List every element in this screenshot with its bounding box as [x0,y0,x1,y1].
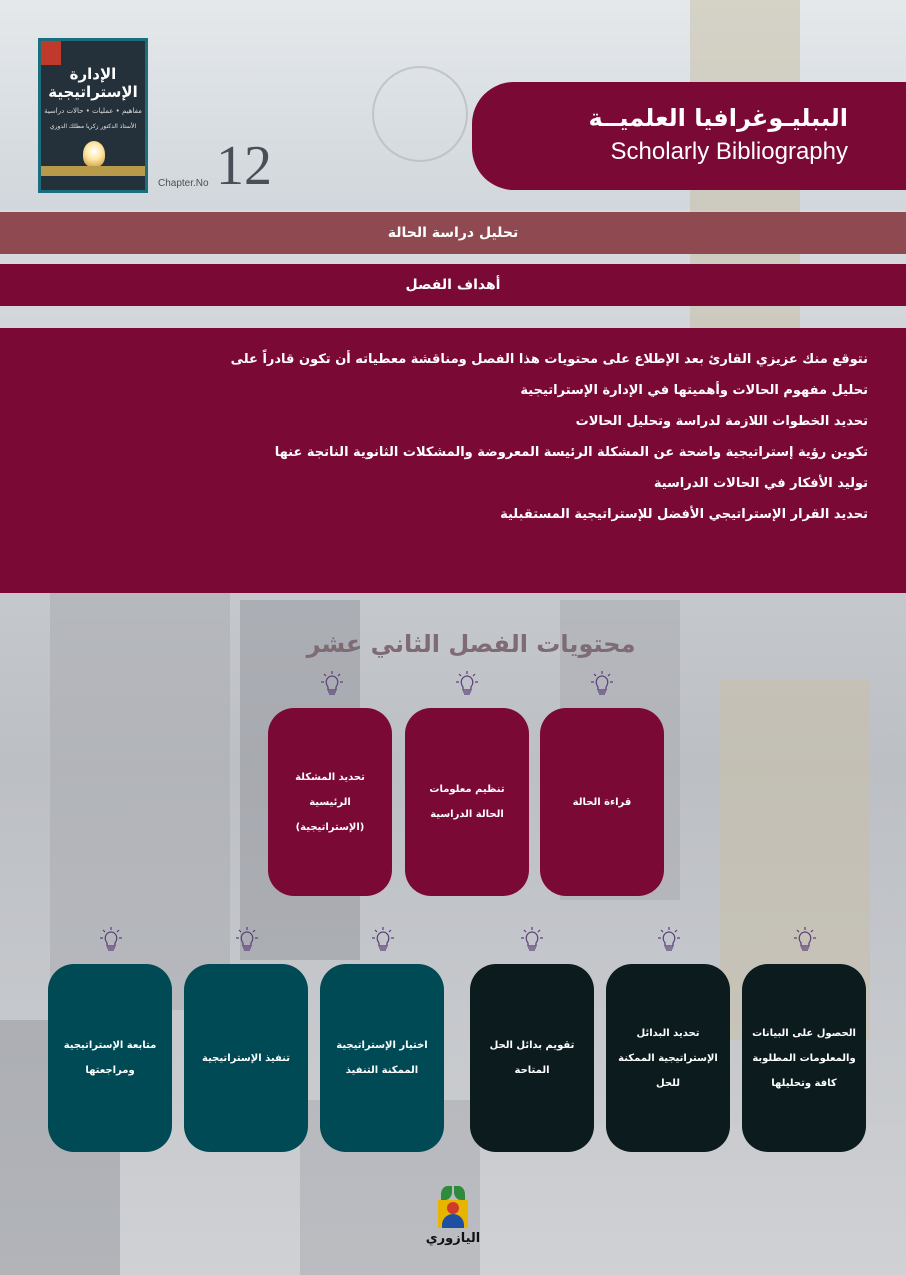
step-card-label: تحديد البدائل الإستراتيجية الممكنة للحل [618,1027,718,1089]
chapter-number: 12 [216,135,272,197]
step-card [742,964,866,1152]
step-card-label: الحصول على البيانات والمعلومات المطلوبة كافة وتحليلها [752,1027,856,1089]
cover-author: الأستاذ الدكتور زكريا مطلك الدوري [49,123,137,130]
cover-ribbon [39,39,61,65]
header-title-en: Scholarly Bibliography [610,138,848,165]
objectives-intro: نتوقع منك عزيزي القارئ بعد الإطلاع على محتويات هذا الفصل ومناقشة معطياته أن تكون قادراً على [230,352,868,367]
cover-title: الإدارة الإستراتيجية [48,65,138,101]
step-card [470,964,594,1152]
publisher-logo-mark [438,1186,468,1228]
lightbulb-icon [368,926,398,956]
publisher-name: اليازوري [425,1231,481,1246]
step-card-label: تقويم بدائل الحل المتاحة [489,1040,575,1076]
step-card [606,964,730,1152]
background-ferris-wheel [372,66,468,162]
step-card-label: تنظيم معلومات الحالة الدراسية [429,784,505,820]
chapter-label: Chapter.No [158,178,209,189]
objective-item: توليد الأفكار في الحالات الدراسية [653,476,868,491]
objectives-panel [0,328,906,593]
step-card [405,708,529,896]
cover-bulb-icon [83,141,105,167]
objective-item: تحليل مفهوم الحالات وأهميتها في الإدارة الإستراتيجية [520,383,868,398]
lightbulb-icon [654,926,684,956]
step-card [268,708,392,896]
cover-subtitle: مفاهيم • عمليات • حالات دراسية [44,107,142,115]
lightbulb-icon [452,670,482,700]
step-card-label: تحديد المشكلة الرئيسية (الإستراتيجية) [295,771,365,833]
objective-item: تحديد القرار الإستراتيجي الأفضل للإستراتيجية المستقبلية [500,507,868,522]
header-title-ar: الببليـوغرافيا العلميــة [588,104,848,132]
step-card [184,964,308,1152]
step-card-label: اختيار الإستراتيجية الممكنة التنفيذ [336,1040,428,1076]
case-study-title-bar: تحليل دراسة الحالة [0,212,906,254]
contents-title: محتويات الفصل الثاني عشر [306,630,636,658]
header-title-box [472,82,906,190]
lightbulb-icon [517,926,547,956]
lightbulb-icon [790,926,820,956]
step-card-label: تنفيذ الإستراتيجية [202,1052,291,1064]
publisher-logo [424,1186,482,1266]
objectives-title-bar: أهداف الفصل [0,264,906,306]
cover-strip [41,166,145,176]
step-card [320,964,444,1152]
objective-item: تكوين رؤية إستراتيجية واضحة عن المشكلة الرئيسة المعروضة والمشكلات الثانوية الناتجة عنها [274,445,868,460]
objective-item: تحديد الخطوات اللازمة لدراسة وتحليل الحالات [575,414,868,429]
lightbulb-icon [232,926,262,956]
step-card-label: قراءة الحالة [572,796,632,808]
lightbulb-icon [317,670,347,700]
step-card-label: متابعة الإستراتيجية ومراجعتها [63,1040,157,1076]
lightbulb-icon [96,926,126,956]
step-card [540,708,664,896]
step-card [48,964,172,1152]
book-cover [38,38,148,193]
lightbulb-icon [587,670,617,700]
